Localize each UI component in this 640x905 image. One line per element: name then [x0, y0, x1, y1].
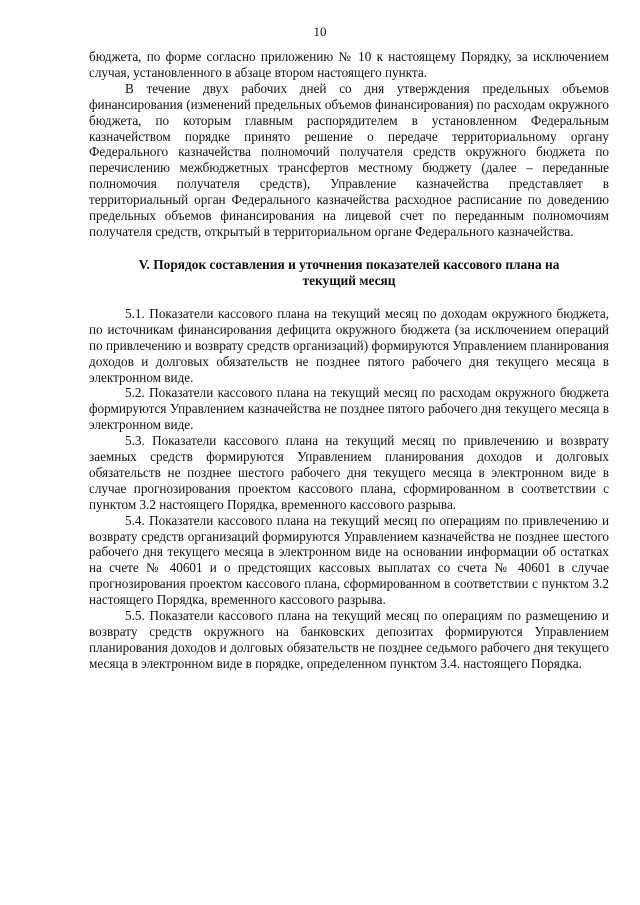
section-heading: V. Порядок составления и уточнения показателей кассового плана на текущий месяц [138, 256, 560, 288]
paragraph-5-4: 5.4. Показатели кассового плана на текущий месяц по операциям по привлечению и возврату средств организаций формируются Управлением казначейства не позднее шестого рабочего дня текущего месяца в электронном виде на основании информации об остатках на счете № 40601 и о предстоящих кассовых выплатах со счета № 40601 в случае прогнозирования проектом кассового плана, сформированном в соответствии с пунктом 3.2 настоящего Порядка, временного кассового разрыва. [89, 512, 609, 608]
paragraph-financing-limits: В течение двух рабочих дней со дня утверждения предельных объемов финансирования (изменений предельных объемов финансирования) по расходам окружного бюджета, по которым главным распорядителем в установленном Федеральным казначейством порядке принято решение о передаче территориальному органу Федерального казначейства полномочий получателя средств окружного бюджета по перечислению межбюджетных трансфертов местному бюджету (далее – переданные полномочия получателя средств), Управление казначейства представляет в территориальный орган Федерального казначейства расходное расписание по доведению предельных объемов финансирования на лицевой счет по переданным полномочиям получателя средств, открытый в территориальном органе Федерального казначейства. [89, 80, 609, 239]
paragraph-5-1: 5.1. Показатели кассового плана на текущий месяц по доходам окружного бюджета, по источникам финансирования дефицита окружного бюджета (за исключением операций по привлечению и возврату средств организаций) формируются Управлением планирования доходов и долговых обязательств не позднее пятого рабочего дня текущего месяца в электронном виде. [89, 305, 609, 385]
paragraph-continuation: бюджета, по форме согласно приложению № 10 к настоящему Порядку, за исключением случая, установленного в абзаце втором настоящего пункта. [89, 49, 609, 80]
page-number: 10 [313, 24, 327, 39]
paragraph-5-3: 5.3. Показатели кассового плана на текущий месяц по привлечению и возврату заемных средств формируются Управлением планирования доходов и долговых обязательств не позднее шестого рабочего дня текущего месяца в электронном виде в случае прогнозирования проектом кассового плана, сформированном в соответствии с пунктом 3.2 настоящего Порядка, временного кассового разрыва. [89, 433, 609, 512]
paragraph-5-2: 5.2. Показатели кассового плана на текущий месяц по расходам окружного бюджета формируются Управлением казначейства не позднее пятого рабочего дня текущего месяца в электронном виде. [89, 385, 609, 433]
document-body [89, 49, 609, 672]
paragraph-5-5: 5.5. Показатели кассового плана на текущий месяц по операциям по размещению и возврату средств окружного на банковских депозитах формируются Управлением планирования доходов и долговых обязательств не позднее седьмого рабочего дня текущего месяца в электронном виде в порядке, определенном пунктом 3.4. настоящего Порядка. [89, 608, 609, 671]
